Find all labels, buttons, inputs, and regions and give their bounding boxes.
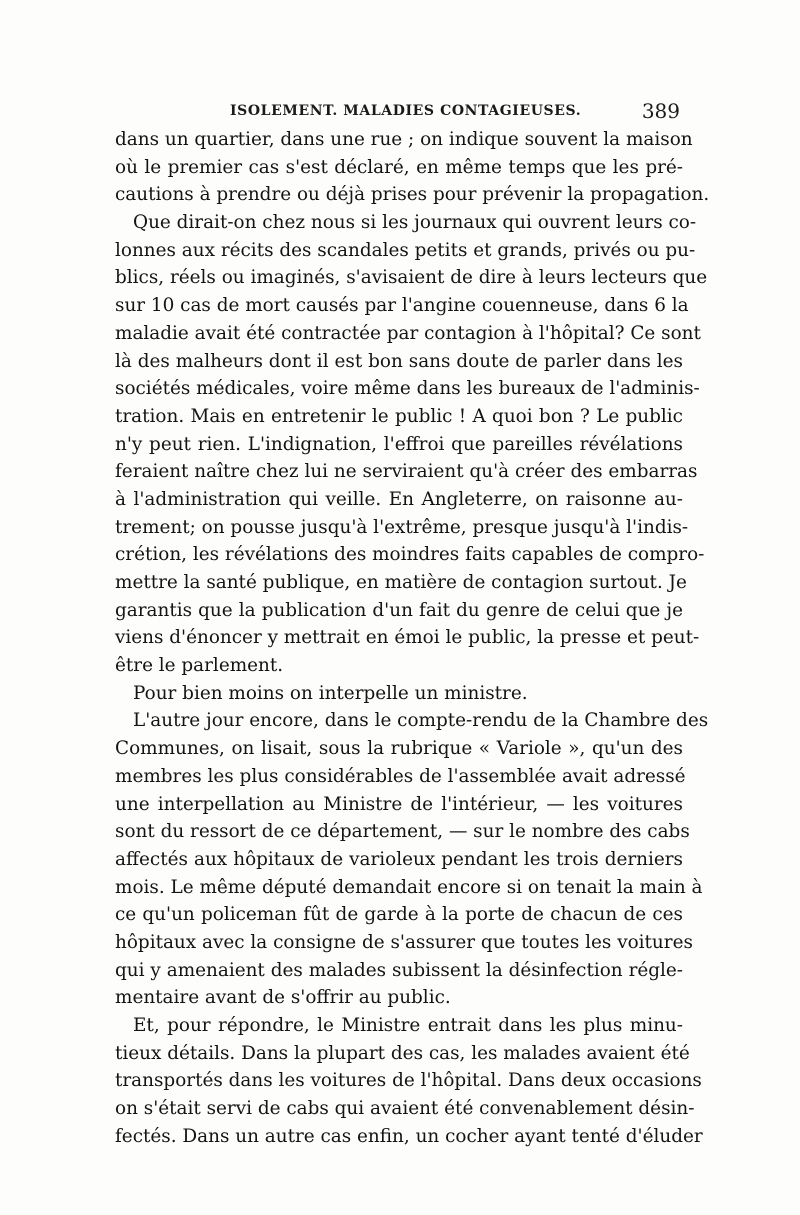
text-line: sont du ressort de ce département, — sur le nombre des cabs xyxy=(115,821,690,843)
running-title: ISOLEMENT. MALADIES CONTAGIEUSES. xyxy=(230,103,582,119)
page-header xyxy=(112,99,684,127)
text-line: une interpellation au Ministre de l'intérieur, — les voitures xyxy=(115,793,683,815)
paragraph xyxy=(115,680,683,708)
text-line: lonnes aux récits des scandales petits et grands, privés ou pu- xyxy=(115,239,696,261)
text-line: mentaire avant de s'offrir au public. xyxy=(115,987,451,1009)
text-line: dans un quartier, dans une rue ; on indique souvent la maison xyxy=(115,129,693,150)
text-line: blics, réels ou imaginés, s'avisaient de dire à leurs lecteurs que xyxy=(115,267,708,289)
page-number: 389 xyxy=(641,99,680,123)
text-line: cautions à prendre ou déjà prises pour prévenir la propagation. xyxy=(115,184,710,206)
text-line: être le parlement. xyxy=(115,655,284,677)
text-line: où le premier cas s'est déclaré, en même temps que les pré- xyxy=(115,156,683,178)
text-line: là des malheurs dont il est bon sans doute de parler dans les xyxy=(115,350,683,372)
paragraph xyxy=(115,707,709,1012)
text-line: viens d'énoncer y mettrait en émoi le public, la presse et peut- xyxy=(115,627,700,649)
text-line: ce qu'un policeman fût de garde à la porte de chacun de ces xyxy=(115,904,683,926)
text-line: Que dirait-on chez nous si les journaux qui ouvrent leurs co- xyxy=(133,212,697,234)
text-line: n'y peut rien. L'indignation, l'effroi que pareilles révélations xyxy=(115,433,683,455)
text-line: mettre la santé publique, en matière de contagion surtout. Je xyxy=(115,572,687,593)
text-line: Communes, on lisait, sous la rubrique « Variole », qu'un des xyxy=(115,738,683,760)
text-line: tieux détails. Dans la plupart des cas, les malades avaient été xyxy=(115,1042,690,1064)
body-text xyxy=(115,126,710,1150)
text-line: L'autre jour encore, dans le compte-rendu de la Chambre des xyxy=(133,710,709,732)
text-line: crétion, les révélations des moindres faits capables de compro- xyxy=(115,544,705,566)
text-line: qui y amenaient des malades subissent la désinfection régle- xyxy=(115,959,683,981)
text-line: mois. Le même député demandait encore si on tenait la main à xyxy=(115,876,703,898)
text-line: Et, pour répondre, le Ministre entrait dans les plus minu- xyxy=(133,1015,683,1036)
text-line: fectés. Dans un autre cas enfin, un cocher ayant tenté d'éluder xyxy=(115,1125,703,1147)
text-line: maladie avait été contractée par contagion à l'hôpital? Ce sont xyxy=(115,322,701,344)
text-line: sur 10 cas de mort causés par l'angine couenneuse, dans 6 la xyxy=(115,295,689,317)
text-line: transportés dans les voitures de l'hôpital. Dans deux occasions xyxy=(115,1070,702,1092)
text-line: membres les plus considérables de l'assemblée avait adressé xyxy=(115,765,686,787)
paragraph xyxy=(115,126,710,209)
text-line: feraient naître chez lui ne serviraient qu'à créer des embarras xyxy=(115,461,698,483)
text-line: garantis que la publication d'un fait du genre de celui que je xyxy=(115,599,683,621)
text-line: sociétés médicales, voire même dans les bureaux de l'adminis- xyxy=(115,378,700,400)
text-line: on s'était servi de cabs qui avaient été convenablement désin- xyxy=(115,1098,695,1120)
text-line: tration. Mais en entretenir le public ! A quoi bon ? Le public xyxy=(115,405,683,427)
text-line: à l'administration qui veille. En Angleterre, on raisonne au- xyxy=(115,488,683,510)
text-line: affectés aux hôpitaux de varioleux pendant les trois derniers xyxy=(115,848,683,870)
text-line: trement; on pousse jusqu'à l'extrême, presque jusqu'à l'indis- xyxy=(115,516,689,538)
paragraph xyxy=(115,209,708,680)
text-line: hôpitaux avec la consigne de s'assurer que toutes les voitures xyxy=(115,931,693,953)
text-line: Pour bien moins on interpelle un ministre. xyxy=(133,682,528,704)
paragraph xyxy=(115,1012,703,1150)
